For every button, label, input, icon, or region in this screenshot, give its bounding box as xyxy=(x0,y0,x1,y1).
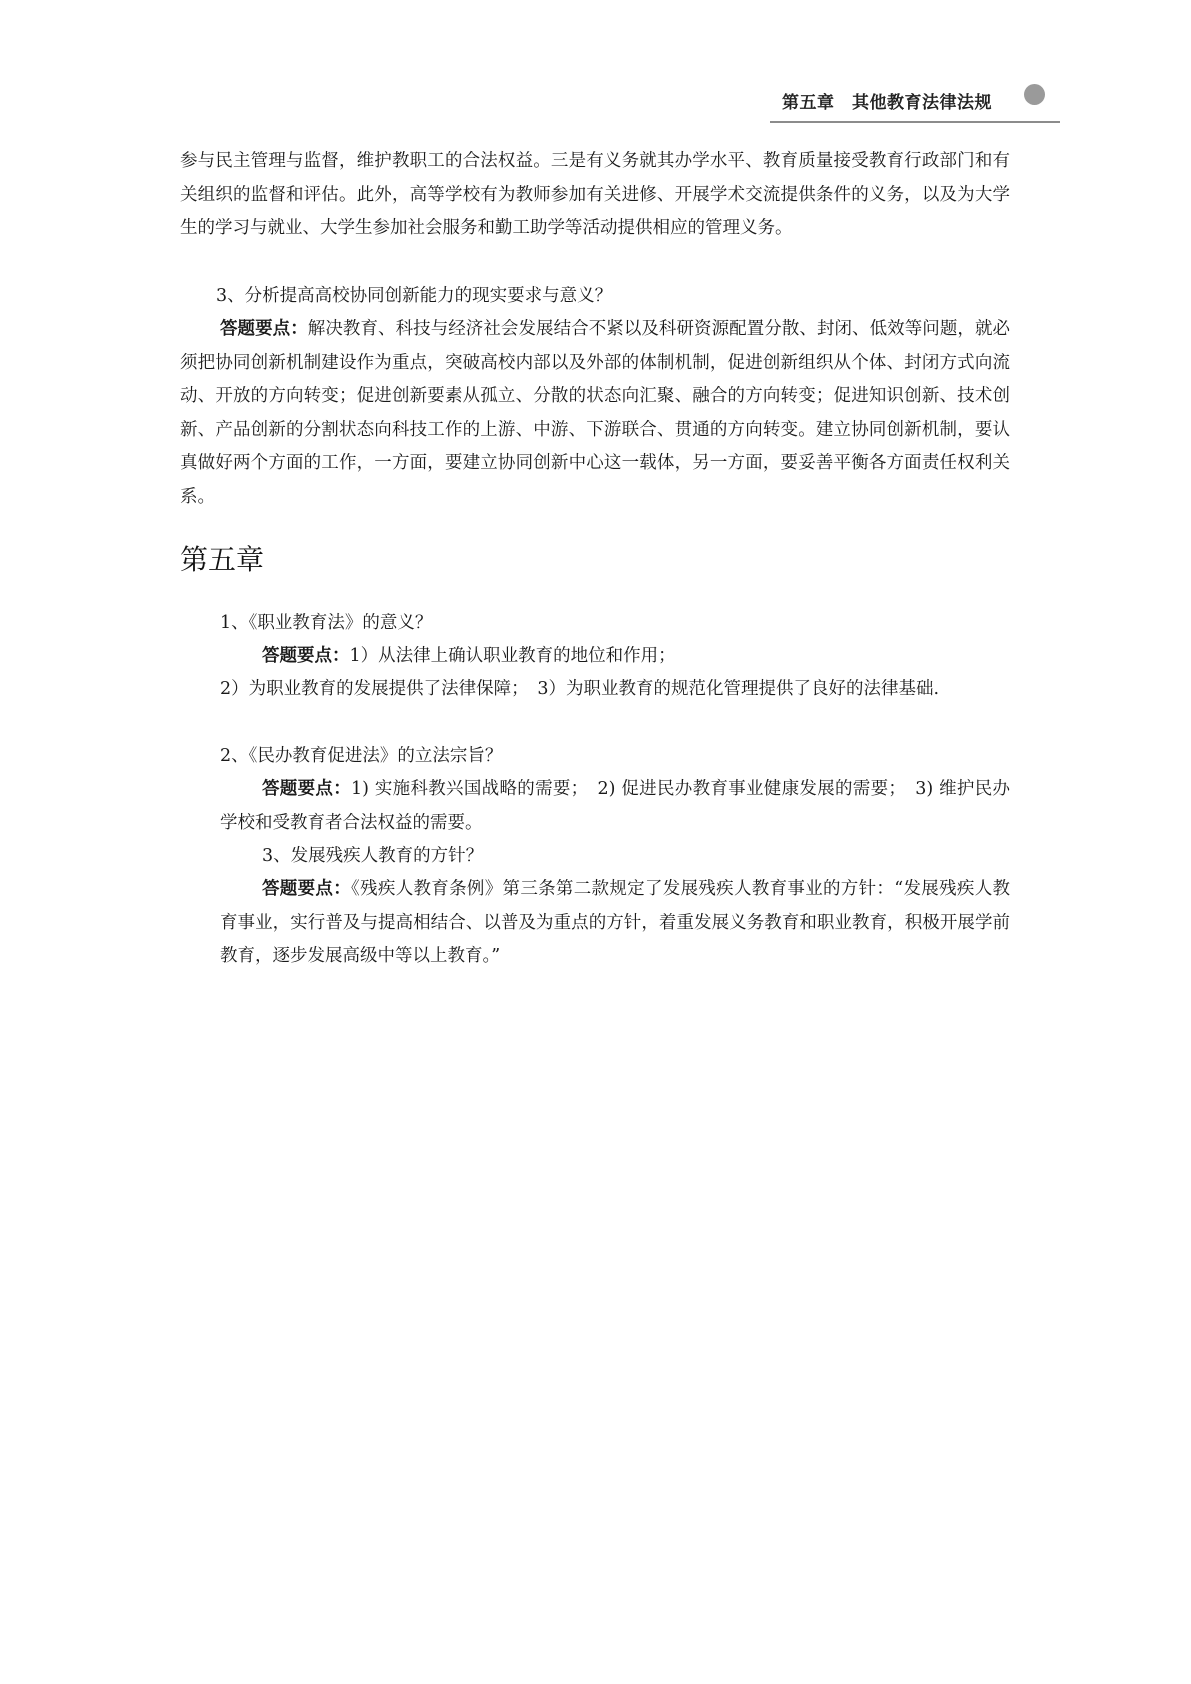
answer-label: 答题要点： xyxy=(262,879,352,899)
answer-label: 答题要点： xyxy=(220,319,308,339)
paragraph-continuation: 参与民主管理与监督，维护教职工的合法权益。三是有义务就其办学水平、教育质量接受教育行政部门和有关组织的监督和评估。此外，高等学校有为教师参加有关进修、开展学术交流提供条件的义务，以及为大学生的学习与就业、大学生参加社会服务和勤工助学等活动提供相应的管理义务。 xyxy=(180,151,1010,238)
chapter-heading: 第五章 xyxy=(180,543,265,576)
question-3-prev: 3、分析提高高校协同创新能力的现实要求与意义？ xyxy=(216,286,613,306)
answer-text: 1）从法律上确认职业教育的地位和作用； xyxy=(349,646,676,666)
running-header: 第五章 其他教育法律法规 xyxy=(782,93,992,113)
answer-label: 答题要点： xyxy=(262,646,350,666)
header-rule xyxy=(770,121,1060,123)
question-3: 3、发展残疾人教育的方针？ xyxy=(262,846,484,866)
answer-text: 解决教育、科技与经济社会发展结合不紧以及科研资源配置分散、封闭、低效等问题，就必须把协同创新机制建设作为重点，突破高校内部以及外部的体制机制，促进创新组织从个体、封闭方式向流动、开放的方向转变；促进创新要素从孤立、分散的状态向汇聚、融合的方向转变；促进知识创新、技术创新、产品创新的分割状态向科技工作的上游、中游、下游联合、贯通的方向转变。建立协同创新机制，要认真做好两个方面的工作，一方面，要建立协同创新中心这一载体，另一方面，要妥善平衡各方面责任权利关系。 xyxy=(180,319,1011,507)
answer-text: 1) 实施科教兴国战略的需要； 2) 促进民办教育事业健康发展的需要； 3) 维护民办学校和受教育者合法权益的需要。 xyxy=(220,779,1010,833)
question-2: 2、《民办教育促进法》的立法宗旨？ xyxy=(220,746,503,766)
answer-1-first xyxy=(262,640,1010,674)
question-1: 1、《职业教育法》的意义？ xyxy=(220,613,433,633)
answer-3-prev xyxy=(180,313,1010,514)
answer-2 xyxy=(220,773,1010,840)
answer-3 xyxy=(220,873,1010,974)
header-dot-decoration xyxy=(1024,84,1045,105)
answer-label: 答题要点： xyxy=(262,779,352,799)
answer-text: 《残疾人教育条例》第三条第二款规定了发展残疾人教育事业的方针：“发展残疾人教育事业，实行普及与提高相结合、以普及为重点的方针，着重发展义务教育和职业教育，积极开展学前教育，逐步发展高级中等以上教育。” xyxy=(220,879,1010,966)
answer-1-rest: 2）为职业教育的发展提供了法律保障； 3）为职业教育的规范化管理提供了良好的法律基础. xyxy=(220,679,940,699)
